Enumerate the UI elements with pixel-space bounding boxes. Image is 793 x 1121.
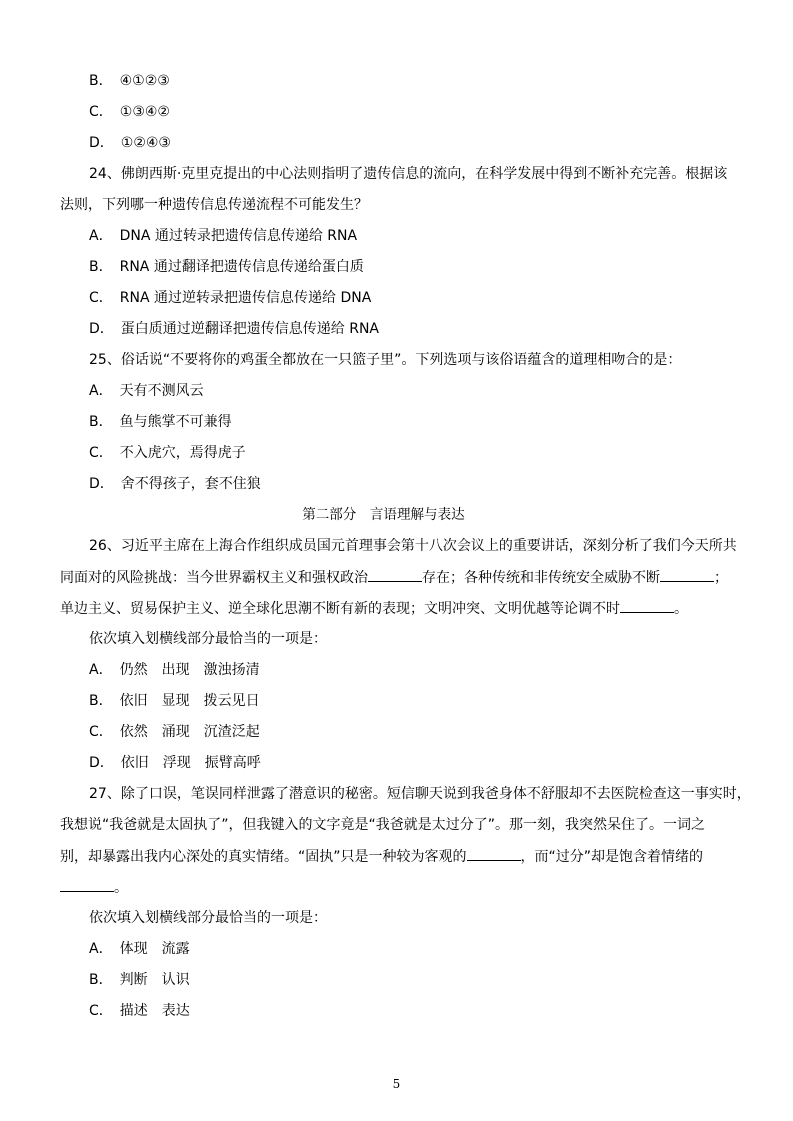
q27-prompt: 依次填入划横线部分最恰当的一项是： — [89, 910, 327, 926]
q27-stem-line1: 27、除了口误，笔误同样泄露了潜意识的秘密。短信聊天说到我爸身体不舒服却不去医院检查这一事实时， — [89, 786, 751, 802]
q23-option-c: C． ①③④② — [89, 104, 170, 120]
q26-option-c: C． 依然 涌现 沉渣泛起 — [89, 724, 260, 740]
q25-option-b: B． 鱼与熊掌不可兼得 — [89, 414, 232, 430]
answer-blank — [60, 878, 114, 892]
q24-option-d: D． 蛋白质通过逆翻译把遗传信息传递给 RNA — [89, 321, 380, 337]
q27-option-a: A． 体现 流露 — [89, 941, 190, 957]
q23-option-b: B． ④①②③ — [89, 73, 170, 89]
q23-option-d: D． ①②④③ — [89, 135, 171, 151]
q24-option-a: A． DNA 通过转录把遗传信息传递给 RNA — [89, 228, 358, 244]
answer-blank — [368, 568, 422, 582]
q27-option-c: C． 描述 表达 — [89, 1003, 190, 1019]
q27-stem-line4: 。 — [60, 878, 128, 897]
q24-stem-line1: 24、佛朗西斯·克里克提出的中心法则指明了遗传信息的流向，在科学发展中得到不断补充完善。根据该 — [89, 166, 728, 182]
q27-option-b: B． 判断 认识 — [89, 972, 190, 988]
q26-option-d: D． 依旧 浮现 振臂高呼 — [89, 755, 261, 771]
q27-stem-line2: 我想说“我爸就是太固执了”，但我键入的文字竟是“我爸就是太过分了”。那一刻，我突然呆住了。一词之 — [60, 817, 706, 833]
page-number: 5 — [392, 1077, 401, 1091]
answer-blank — [467, 847, 521, 861]
q24-stem-line2: 法则，下列哪一种遗传信息传递流程不可能发生？ — [60, 197, 368, 213]
q26-option-b: B． 依旧 显现 拨云见日 — [89, 693, 260, 709]
q25-stem: 25、俗话说“不要将你的鸡蛋全都放在一只篮子里”。下列选项与该俗语蕴含的道理相吻合的是： — [89, 352, 682, 368]
q26-stem-line3: 单边主义、贸易保护主义、逆全球化思潮不断有新的表现；文明冲突、文明优越等论调不时 。 — [60, 601, 688, 617]
q26-option-a: A． 仍然 出现 激浊扬清 — [89, 662, 260, 678]
q24-option-c: C． RNA 通过逆转录把遗传信息传递给 DNA — [89, 290, 372, 306]
answer-blank — [660, 568, 714, 582]
answer-blank — [620, 599, 674, 613]
q25-option-a: A． 天有不测风云 — [89, 383, 204, 399]
q27-stem-line3: 别，却暴露出我内心深处的真实情绪。“固执”只是一种较为客观的 ，而“过分”却是饱含着情绪的 — [60, 849, 704, 865]
section-title: 第二部分 言语理解与表达 — [302, 507, 465, 523]
q26-stem-line2: 同面对的风险挑战：当今世界霸权主义和强权政治 存在；各种传统和非传统安全威胁不断 ； — [60, 570, 728, 586]
q24-option-b: B． RNA 通过翻译把遗传信息传递给蛋白质 — [89, 259, 364, 275]
q25-option-d: D． 舍不得孩子，套不住狼 — [89, 476, 261, 492]
q26-stem-line1: 26、习近平主席在上海合作组织成员国元首理事会第十八次会议上的重要讲话，深刻分析了我们今天所共 — [89, 538, 737, 554]
q26-prompt: 依次填入划横线部分最恰当的一项是： — [89, 631, 327, 647]
q25-option-c: C． 不入虎穴，焉得虎子 — [89, 445, 246, 461]
